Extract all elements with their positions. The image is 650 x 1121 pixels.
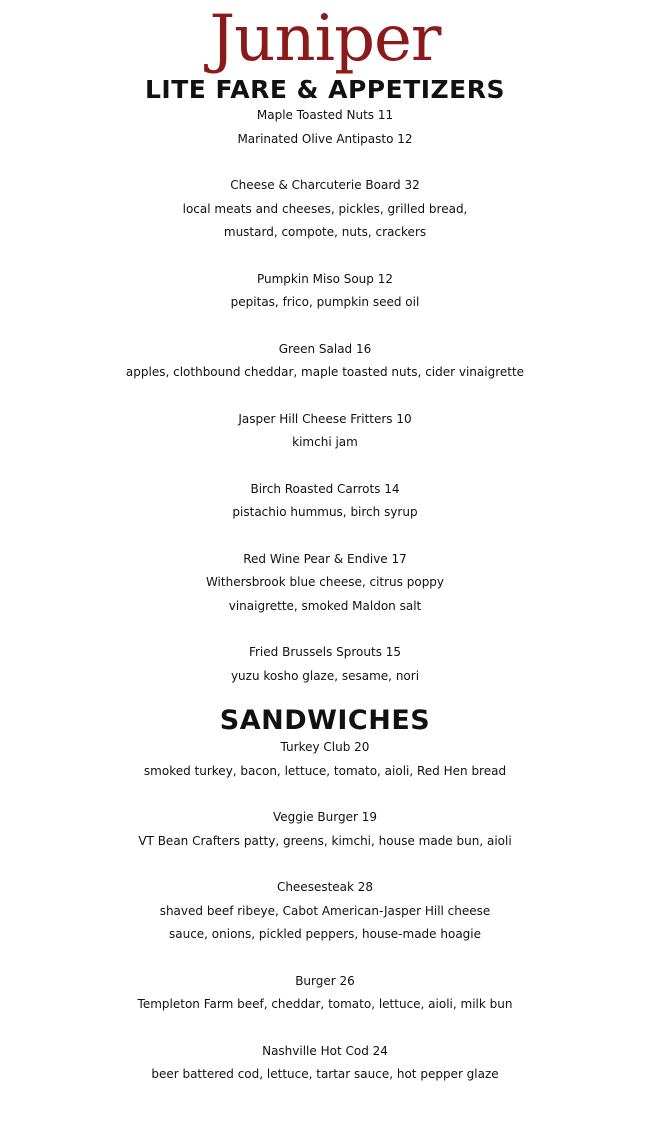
item-description: shaved beef ribeye, Cabot American-Jasper Hill cheese — [159, 903, 491, 918]
menu-item-maple-toasted-nuts — [0, 104, 650, 128]
item-name: Fried Brussels Sprouts 15 — [248, 645, 402, 659]
menu-item-green-salad — [0, 338, 650, 385]
item-description: apples, clothbound cheddar, maple toasted nuts, cider vinaigrette — [125, 365, 525, 379]
item-name: Birch Roasted Carrots 14 — [250, 481, 400, 496]
menu-item-brussels-sprouts — [0, 641, 650, 688]
section-heading-lite-fare: LITE FARE & APPETIZERS — [144, 75, 506, 104]
item-name: Marinated Olive Antipasto 12 — [237, 131, 413, 146]
item-description: mustard, compote, nuts, crackers — [223, 225, 427, 239]
item-description: kimchi jam — [292, 435, 358, 449]
item-name: Burger 26 — [295, 973, 355, 988]
item-name: Cheese & Charcuterie Board 32 — [230, 178, 420, 192]
item-description: yuzu kosho glaze, sesame, nori — [230, 668, 420, 683]
item-description: Withersbrook blue cheese, citrus poppy — [205, 575, 445, 589]
item-description: local meats and cheeses, pickles, grilled bread, — [182, 201, 468, 216]
item-name: Turkey Club 20 — [280, 740, 370, 754]
item-description: VT Bean Crafters patty, greens, kimchi, house made bun, aioli — [138, 833, 512, 848]
item-description: pistachio hummus, birch syrup — [232, 505, 418, 519]
item-description: pepitas, frico, pumpkin seed oil — [230, 295, 420, 309]
section-heading-sandwiches: SANDWICHES — [219, 705, 431, 736]
menu-item-cheesesteak — [0, 876, 650, 947]
item-description: vinaigrette, smoked Maldon salt — [228, 598, 422, 613]
menu-item-cheese-charcuterie — [0, 174, 650, 245]
menu-item-burger — [0, 970, 650, 1017]
item-name: Jasper Hill Cheese Fritters 10 — [238, 411, 412, 426]
menu-item-cheese-fritters — [0, 408, 650, 455]
item-description: sauce, onions, pickled peppers, house-made hoagie — [168, 927, 482, 941]
item-name: Cheesesteak 28 — [276, 880, 374, 894]
menu-item-olive-antipasto — [0, 128, 650, 152]
menu-item-red-wine-pear — [0, 548, 650, 619]
item-description: beer battered cod, lettuce, tartar sauce, hot pepper glaze — [151, 1067, 499, 1081]
item-description: smoked turkey, bacon, lettuce, tomato, aioli, Red Hen bread — [143, 763, 507, 778]
menu-item-nashville-hot-cod — [0, 1040, 650, 1087]
menu-item-birch-roasted-carrots — [0, 478, 650, 525]
restaurant-name: Juniper — [209, 2, 441, 76]
menu-item-turkey-club — [0, 736, 650, 783]
item-name: Maple Toasted Nuts 11 — [256, 108, 394, 122]
menu-item-veggie-burger — [0, 806, 650, 853]
item-name: Pumpkin Miso Soup 12 — [256, 271, 393, 286]
item-description: Templeton Farm beef, cheddar, tomato, lettuce, aioli, milk bun — [137, 997, 513, 1011]
item-name: Red Wine Pear & Endive 17 — [243, 551, 407, 566]
item-name: Veggie Burger 19 — [272, 810, 377, 824]
item-name: Green Salad 16 — [278, 341, 372, 356]
menu-item-pumpkin-miso-soup — [0, 268, 650, 315]
item-name: Nashville Hot Cod 24 — [262, 1043, 388, 1058]
